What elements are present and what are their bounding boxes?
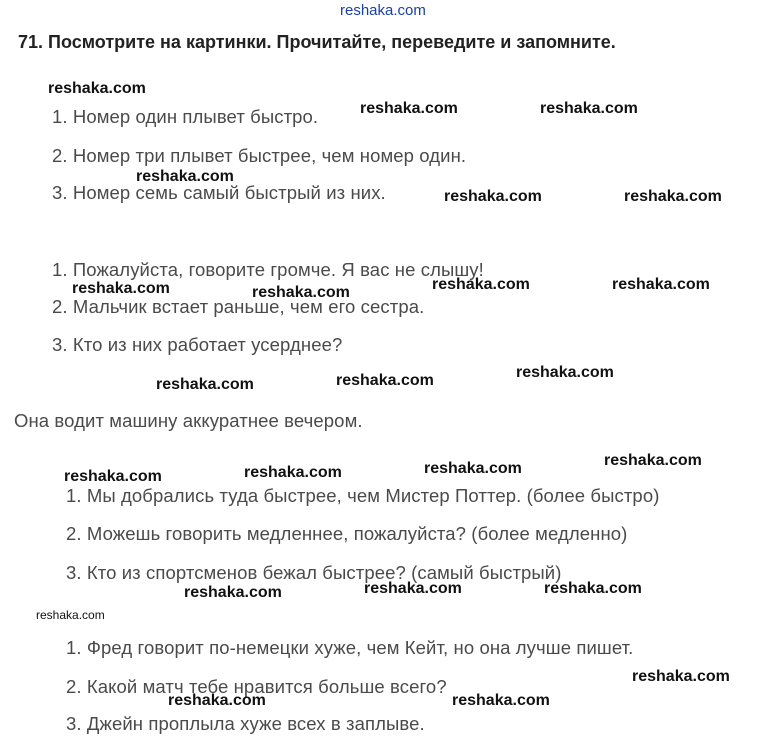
- watermark: reshaka.com: [64, 468, 162, 485]
- watermark: reshaka.com: [184, 584, 282, 601]
- watermark: reshaka.com: [452, 692, 550, 709]
- group1-sentence-3: 3. Номер семь самый быстрый из них.: [52, 182, 386, 203]
- watermark: reshaka.com: [432, 276, 530, 293]
- watermark: reshaka.com: [336, 372, 434, 389]
- watermark: reshaka.com: [632, 668, 730, 685]
- watermark: reshaka.com: [612, 276, 710, 293]
- watermark: reshaka.com: [444, 188, 542, 205]
- group3-sentence-1: 1. Мы добрались туда быстрее, чем Мистер Поттер. (более быстро): [66, 485, 660, 506]
- site-header[interactable]: reshaka.com: [340, 2, 426, 19]
- group1-sentence-1: 1. Номер один плывет быстро.: [52, 106, 319, 127]
- watermark: reshaka.com: [244, 464, 342, 481]
- watermark: reshaka.com: [544, 580, 642, 597]
- group4-sentence-1: 1. Фред говорит по-немецки хуже, чем Кейт, но она лучше пишет.: [66, 637, 634, 658]
- watermark: reshaka.com: [168, 692, 266, 709]
- watermark: reshaka.com: [516, 364, 614, 381]
- watermark: reshaka.com: [36, 608, 105, 622]
- group4-sentence-3: 3. Джейн проплыла хуже всех в заплыве.: [66, 713, 425, 734]
- watermark: reshaka.com: [624, 188, 722, 205]
- watermark: reshaka.com: [136, 168, 234, 185]
- group2-sentence-3: 3. Кто из них работает усерднее?: [52, 334, 343, 355]
- group4-sentence-2: 2. Какой матч тебе нравится больше всего?: [66, 676, 447, 697]
- group2-sentence-2: 2. Мальчик встает раньше, чем его сестра.: [52, 296, 425, 317]
- watermark: reshaka.com: [48, 80, 146, 97]
- watermark: reshaka.com: [156, 376, 254, 393]
- watermark: reshaka.com: [364, 580, 462, 597]
- group3-sentence-2: 2. Можешь говорить медленнее, пожалуйста? (более медленно): [66, 523, 628, 544]
- group2-sentence-1: 1. Пожалуйста, говорите громче. Я вас не слышу!: [52, 259, 484, 280]
- group3-sentence-3: 3. Кто из спортсменов бежал быстрее? (самый быстрый): [66, 562, 562, 583]
- watermark: reshaka.com: [424, 460, 522, 477]
- watermark: reshaka.com: [252, 284, 350, 301]
- group1-sentence-2: 2. Номер три плывет быстрее, чем номер один.: [52, 145, 467, 166]
- watermark: reshaka.com: [604, 452, 702, 469]
- watermark: reshaka.com: [72, 280, 170, 297]
- exercise-heading: 71. Посмотрите на картинки. Прочитайте, переведите и запомните.: [18, 32, 616, 52]
- watermark: reshaka.com: [540, 100, 638, 117]
- standalone-sentence: Она водит машину аккуратнее вечером.: [14, 410, 363, 431]
- watermark: reshaka.com: [360, 100, 458, 117]
